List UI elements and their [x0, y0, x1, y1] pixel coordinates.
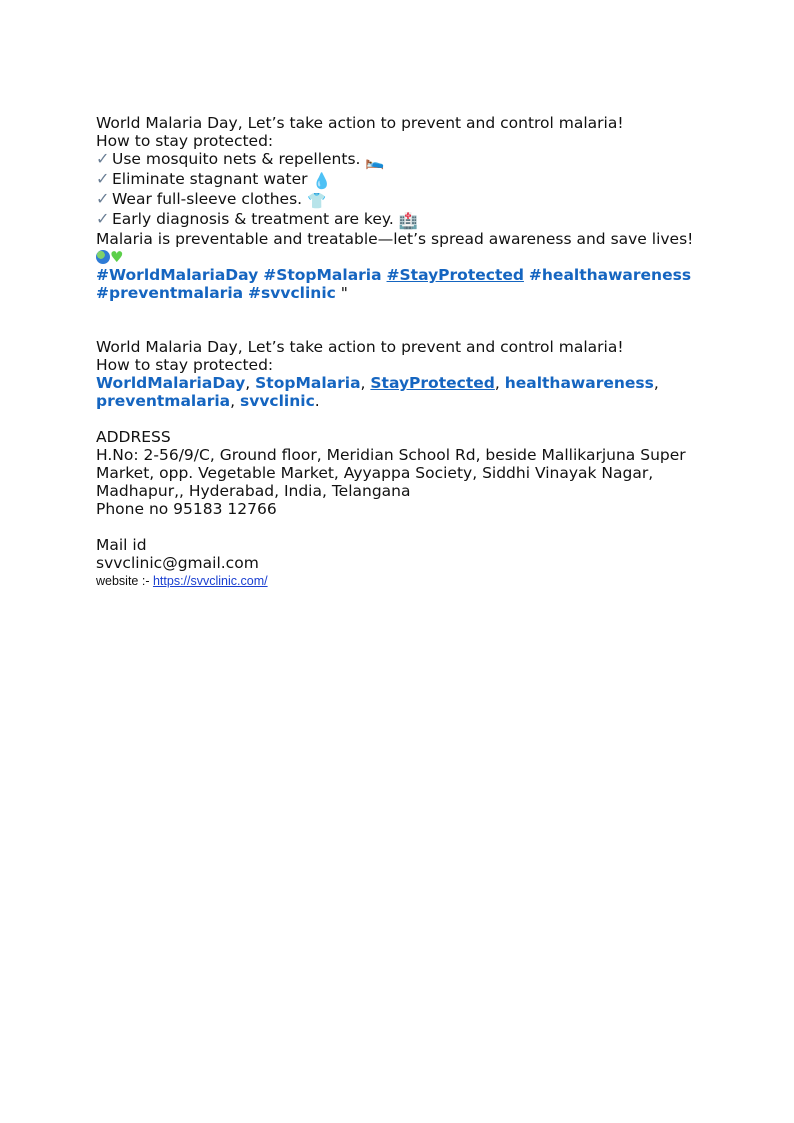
tag-link[interactable]: StayProtected — [370, 374, 495, 392]
document-body — [96, 114, 696, 590]
hashtag-link[interactable]: #healthawareness — [528, 266, 692, 284]
post1-closing: Malaria is preventable and treatable—let’s spread awareness and save lives! — [96, 230, 694, 248]
globe-icon — [96, 250, 110, 264]
tag-link[interactable]: StopMalaria — [255, 374, 361, 392]
tip-text: Wear full-sleeve clothes. — [112, 190, 303, 208]
post1-subheading: How to stay protected: — [96, 132, 274, 150]
tag-link[interactable]: preventmalaria — [96, 392, 231, 410]
bed-icon: 🛌 — [365, 152, 385, 170]
website-row — [96, 572, 696, 590]
tip-item — [96, 170, 696, 190]
email-address: svvclinic@gmail.com — [96, 554, 259, 572]
hashtag-line-1 — [96, 266, 696, 284]
checkmark-icon: ✓ — [96, 209, 110, 228]
trailing-quote: " — [340, 284, 348, 302]
hospital-icon: 🏥 — [398, 212, 419, 230]
tag-link[interactable]: svvclinic — [239, 392, 315, 410]
tip-text: Eliminate stagnant water — [112, 170, 308, 188]
tag-link[interactable]: WorldMalariaDay — [96, 374, 246, 392]
checkmark-icon: ✓ — [96, 169, 110, 188]
website-link[interactable]: https://svvclinic.com/ — [152, 574, 268, 588]
phone-number: Phone no 95183 12766 — [96, 500, 277, 518]
tip-item — [96, 190, 696, 210]
address-line: Madhapur,, Hyderabad, India, Telangana — [96, 482, 411, 500]
tag-line-1: WorldMalariaDay, StopMalaria, StayProtected, healthawareness, — [96, 374, 659, 392]
checkmark-icon: ✓ — [96, 149, 110, 168]
shirt-icon: 👕 — [307, 192, 327, 210]
post2-subheading: How to stay protected: — [96, 356, 274, 374]
tip-item — [96, 210, 696, 230]
tip-item — [96, 150, 696, 170]
hashtag-link[interactable]: #StayProtected — [386, 266, 524, 284]
hashtag-link[interactable]: #svvclinic — [248, 284, 336, 302]
website-label: website :- — [96, 574, 153, 588]
hashtag-link[interactable]: #preventmalaria — [96, 284, 244, 302]
address-line: H.No: 2-56/9/C, Ground floor, Meridian School Rd, beside Mallikarjuna Super — [96, 446, 686, 464]
address-label: ADDRESS — [96, 428, 171, 446]
droplet-icon: 💧 — [312, 172, 332, 190]
hashtag-line-2 — [96, 284, 696, 302]
post2-headline: World Malaria Day, Let’s take action to prevent and control malaria! — [96, 338, 624, 356]
tip-text: Early diagnosis & treatment are key. — [112, 210, 394, 228]
post1-headline: World Malaria Day, Let’s take action to prevent and control malaria! — [96, 114, 624, 132]
hashtag-link[interactable]: #StopMalaria — [263, 266, 382, 284]
tag-link[interactable]: healthawareness — [504, 374, 654, 392]
checkmark-icon: ✓ — [96, 189, 110, 208]
mail-label: Mail id — [96, 536, 147, 554]
green-heart-icon: ♥ — [110, 248, 124, 266]
hashtag-link[interactable]: #WorldMalariaDay — [96, 266, 259, 284]
emoji-row — [96, 248, 696, 266]
tag-line-2: preventmalaria, svvclinic. — [96, 392, 320, 410]
tip-text: Use mosquito nets & repellents. — [112, 150, 361, 168]
address-line: Market, opp. Vegetable Market, Ayyappa Society, Siddhi Vinayak Nagar, — [96, 464, 654, 482]
